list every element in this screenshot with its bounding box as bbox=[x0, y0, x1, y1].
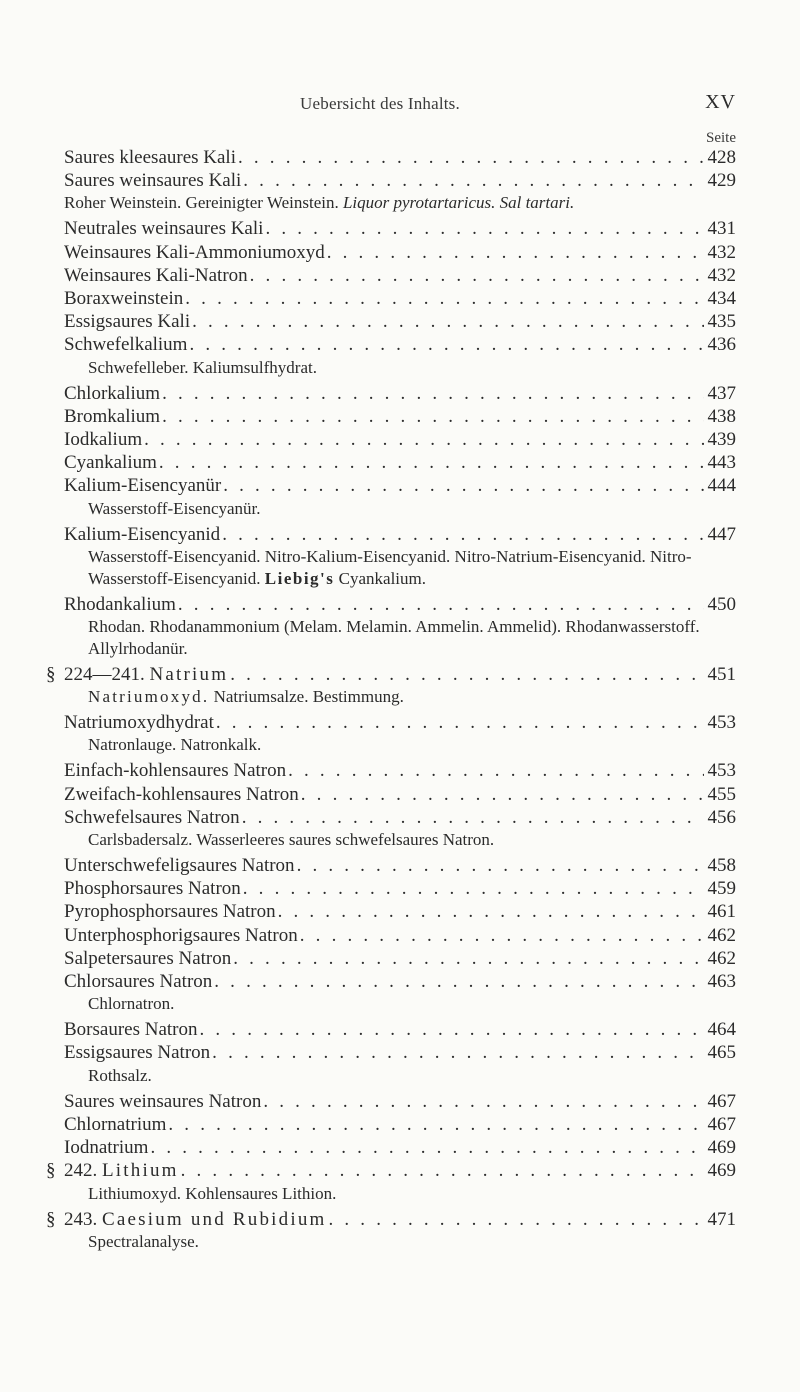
entry-subtopics: Wasserstoff-Eisencyanür. bbox=[88, 498, 261, 518]
page-number: 463 bbox=[707, 971, 736, 993]
dot-leader bbox=[179, 1159, 704, 1182]
dot-leader bbox=[220, 523, 703, 546]
toc-entry bbox=[46, 1208, 736, 1231]
page-number: 429 bbox=[707, 170, 736, 192]
entry-label: Essigsaures Natron bbox=[64, 1042, 211, 1064]
toc-entry bbox=[64, 711, 736, 734]
entry-title bbox=[64, 169, 241, 192]
dot-leader bbox=[298, 924, 704, 947]
entry-subtopics: Natronlauge. Natronkalk. bbox=[88, 735, 262, 755]
toc-entry bbox=[46, 663, 736, 686]
page-number: 459 bbox=[707, 878, 736, 900]
entry-label: Chlorsaures Natron bbox=[64, 971, 213, 993]
page-number: 469 bbox=[707, 1137, 736, 1159]
entry-title bbox=[64, 924, 298, 947]
page-number: 453 bbox=[707, 712, 736, 734]
toc-entry bbox=[64, 806, 736, 829]
entry-title bbox=[64, 1136, 148, 1159]
dot-leader bbox=[261, 1090, 703, 1113]
dot-leader bbox=[263, 217, 703, 240]
toc-entry bbox=[64, 1041, 736, 1064]
entry-title bbox=[64, 1090, 261, 1113]
page-number: 431 bbox=[707, 218, 736, 240]
toc-entry bbox=[64, 759, 736, 782]
entry-title bbox=[64, 711, 214, 734]
entry-label: Kalium-Eisencyanid bbox=[64, 523, 221, 545]
dot-leader bbox=[160, 405, 703, 428]
toc-entry bbox=[64, 1136, 736, 1159]
toc-entry bbox=[64, 593, 736, 616]
page-number: 469 bbox=[707, 1160, 736, 1182]
entry-label: Natriumoxydhydrat bbox=[64, 712, 214, 734]
entry-subtopics: Chlornatron. bbox=[88, 994, 175, 1014]
section-sign: § bbox=[46, 1160, 56, 1182]
entry-label: Zweifach-kohlensaures Natron bbox=[64, 783, 299, 805]
entry-label: Iodkalium bbox=[64, 429, 143, 451]
toc-entry bbox=[64, 474, 736, 497]
section-sign: § bbox=[46, 1208, 56, 1230]
page-number: 436 bbox=[707, 334, 736, 356]
page-number: 462 bbox=[707, 947, 736, 969]
page-number: 467 bbox=[707, 1090, 736, 1112]
toc-entry bbox=[64, 900, 736, 923]
dot-leader bbox=[240, 806, 704, 829]
toc-entry bbox=[64, 1090, 736, 1113]
entry-label: Schwefelkalium bbox=[64, 334, 188, 356]
entry-subtopics bbox=[64, 546, 736, 590]
entry-label: Rhodankalium bbox=[64, 593, 176, 615]
entry-label-spaced: Natrium bbox=[149, 664, 229, 686]
entry-label: Neutrales weinsaures Kali bbox=[64, 218, 264, 240]
page-number: 455 bbox=[707, 783, 736, 805]
running-title: Uebersicht des Inhalts. bbox=[300, 94, 460, 113]
table-of-contents bbox=[46, 146, 736, 1256]
entry-title bbox=[64, 382, 160, 405]
entry-title bbox=[46, 1208, 327, 1231]
dot-leader bbox=[241, 169, 703, 192]
entry-label: Pyrophosphorsaures Natron bbox=[64, 901, 276, 923]
entry-label: Chlorkalium bbox=[64, 382, 161, 404]
dot-leader bbox=[212, 970, 703, 993]
toc-entry bbox=[64, 333, 736, 356]
dot-leader bbox=[210, 1041, 703, 1064]
entry-label: Boraxweinstein bbox=[64, 288, 184, 310]
toc-entry bbox=[46, 1159, 736, 1182]
entry-title bbox=[64, 428, 142, 451]
toc-entry bbox=[64, 523, 736, 546]
toc-entry bbox=[64, 1018, 736, 1041]
entry-label: Einfach-kohlensaures Natron bbox=[64, 760, 287, 782]
entry-title bbox=[64, 1113, 166, 1136]
page-number: 443 bbox=[707, 452, 736, 474]
dot-leader bbox=[166, 1113, 703, 1136]
dot-leader bbox=[157, 451, 704, 474]
entry-label-spaced: Caesium und Rubidium bbox=[102, 1208, 327, 1230]
page-number: 450 bbox=[707, 593, 736, 615]
toc-entry bbox=[64, 382, 736, 405]
subtopic-part: Natriumsalze. Bestimmung. bbox=[209, 687, 404, 707]
entry-title bbox=[64, 264, 248, 287]
toc-entry bbox=[64, 947, 736, 970]
page-number: 456 bbox=[707, 806, 736, 828]
entry-label: Unterphosphorigsaures Natron bbox=[64, 924, 298, 946]
entry-label: Salpetersaures Natron bbox=[64, 947, 232, 969]
entry-title bbox=[64, 217, 263, 240]
toc-entry bbox=[64, 854, 736, 877]
entry-subtopics: Rhodan. Rhodanammonium (Melam. Melamin. Ammelin. Ammelid). Rhodanwasserstoff. Allylrhodanür. bbox=[88, 617, 700, 659]
entry-label: Essigsaures Kali bbox=[64, 311, 191, 333]
entry-title bbox=[46, 1159, 179, 1182]
dot-leader bbox=[214, 711, 704, 734]
running-head bbox=[0, 91, 800, 124]
page-number: 453 bbox=[707, 760, 736, 782]
page-number: 437 bbox=[707, 382, 736, 404]
entry-title bbox=[64, 474, 221, 497]
toc-entry bbox=[64, 783, 736, 806]
subtopic-part: Liquor pyrotartaricus. Sal tartari. bbox=[342, 193, 575, 213]
page-number: 434 bbox=[707, 288, 736, 310]
entry-title bbox=[64, 593, 176, 616]
dot-leader bbox=[325, 241, 704, 264]
toc-entry bbox=[64, 287, 736, 310]
entry-label: Saures weinsaures Kali bbox=[64, 170, 242, 192]
page-number: 439 bbox=[707, 429, 736, 451]
entry-label: Kalium-Eisencyanür bbox=[64, 475, 222, 497]
entry-label: Unterschwefeligsaures Natron bbox=[64, 855, 295, 877]
toc-entry bbox=[64, 877, 736, 900]
toc-entry bbox=[64, 146, 736, 169]
dot-leader bbox=[190, 310, 703, 333]
subtopic-part: Cyankalium. bbox=[334, 568, 426, 588]
entry-title bbox=[64, 333, 187, 356]
toc-entry bbox=[64, 310, 736, 333]
entry-label: Weinsaures Kali-Natron bbox=[64, 264, 248, 286]
toc-entry bbox=[64, 264, 736, 287]
entry-label: Cyankalium bbox=[64, 452, 157, 474]
page-number: 465 bbox=[707, 1042, 736, 1064]
entry-title bbox=[64, 523, 220, 546]
toc-entry bbox=[64, 970, 736, 993]
entry-title bbox=[64, 947, 231, 970]
entry-title bbox=[46, 663, 228, 686]
dot-leader bbox=[241, 877, 704, 900]
page-number: 428 bbox=[707, 147, 736, 168]
entry-subtopics: Spectralanalyse. bbox=[88, 1231, 199, 1251]
page-folio: XV bbox=[705, 91, 736, 113]
page-number: 471 bbox=[707, 1208, 736, 1230]
entry-title bbox=[64, 854, 295, 877]
dot-leader bbox=[142, 428, 703, 451]
entry-label-spaced: Lithium bbox=[102, 1160, 179, 1182]
entry-title bbox=[64, 970, 212, 993]
dot-leader bbox=[248, 264, 704, 287]
toc-entry bbox=[64, 169, 736, 192]
page-number: 435 bbox=[707, 311, 736, 333]
entry-title bbox=[64, 783, 299, 806]
subtopic-part: Wasserstoff-Eisencyanid. Nitro-Kalium-Eisencyanid. Nitro-Natrium-Eisencyanid. Nitro-Wasserstoff-Eisencyanid. bbox=[88, 546, 692, 588]
dot-leader bbox=[148, 1136, 703, 1159]
toc-entry bbox=[64, 428, 736, 451]
dot-leader bbox=[276, 900, 704, 923]
toc-entry bbox=[64, 217, 736, 240]
section-sign: § bbox=[46, 664, 56, 686]
entry-label: Borsaures Natron bbox=[64, 1019, 198, 1041]
page-number: 444 bbox=[707, 475, 736, 497]
page-number: 461 bbox=[707, 901, 736, 923]
entry-title bbox=[64, 759, 286, 782]
dot-leader bbox=[183, 287, 703, 310]
entry-title bbox=[64, 1018, 198, 1041]
subtopic-part: Liebig's bbox=[264, 568, 335, 588]
entry-label: 243. bbox=[64, 1208, 102, 1230]
page-number: 467 bbox=[707, 1113, 736, 1135]
entry-label: Bromkalium bbox=[64, 405, 161, 427]
page-number: 451 bbox=[707, 664, 736, 686]
entry-label: Iodnatrium bbox=[64, 1137, 149, 1159]
toc-entry bbox=[64, 405, 736, 428]
page-number: 432 bbox=[707, 241, 736, 263]
entry-label: 242. bbox=[64, 1160, 102, 1182]
dot-leader bbox=[286, 759, 703, 782]
entry-label: Saures weinsaures Natron bbox=[64, 1090, 262, 1112]
page-number: 438 bbox=[707, 405, 736, 427]
toc-entry bbox=[64, 924, 736, 947]
toc-entry bbox=[64, 241, 736, 264]
page-number: 432 bbox=[707, 264, 736, 286]
entry-subtopics: Rothsalz. bbox=[88, 1065, 152, 1085]
entry-label: Chlornatrium bbox=[64, 1113, 167, 1135]
entry-title bbox=[64, 900, 276, 923]
entry-title bbox=[64, 806, 240, 829]
subtopic-part: Natriumoxyd. bbox=[88, 687, 210, 707]
entry-title bbox=[64, 1041, 210, 1064]
page-column-label: Seite bbox=[706, 130, 736, 146]
dot-leader bbox=[176, 593, 704, 616]
entry-title bbox=[64, 451, 157, 474]
entry-title bbox=[64, 877, 241, 900]
entry-title bbox=[64, 241, 325, 264]
toc-entry bbox=[64, 1113, 736, 1136]
dot-leader bbox=[295, 854, 704, 877]
toc-entry bbox=[64, 451, 736, 474]
entry-label: Schwefelsaures Natron bbox=[64, 806, 240, 828]
entry-subtopics: Schwefelleber. Kaliumsulfhydrat. bbox=[88, 357, 317, 377]
dot-leader bbox=[327, 1208, 704, 1231]
page-number: 447 bbox=[707, 523, 736, 545]
dot-leader bbox=[221, 474, 703, 497]
entry-title bbox=[64, 146, 236, 169]
page-number: 462 bbox=[707, 924, 736, 946]
entry-title bbox=[64, 310, 190, 333]
dot-leader bbox=[299, 783, 704, 806]
entry-title bbox=[64, 287, 183, 310]
page-number: 458 bbox=[707, 855, 736, 877]
dot-leader bbox=[236, 146, 704, 169]
entry-label: Saures kleesaures Kali bbox=[64, 147, 236, 168]
entry-subtopics: Carlsbadersalz. Wasserleeres saures schwefelsaures Natron. bbox=[88, 830, 495, 850]
entry-title bbox=[64, 405, 160, 428]
entry-subtopics bbox=[64, 686, 736, 708]
dot-leader bbox=[231, 947, 703, 970]
entry-subtopics: Lithiumoxyd. Kohlensaures Lithion. bbox=[88, 1183, 337, 1203]
subtopic-part: Roher Weinstein. Gereinigter Weinstein. bbox=[64, 193, 343, 213]
entry-label: 224—241. bbox=[64, 664, 150, 686]
dot-leader bbox=[187, 333, 703, 356]
entry-label: Phosphorsaures Natron bbox=[64, 878, 241, 900]
entry-subtopics bbox=[64, 192, 736, 214]
entry-label: Weinsaures Kali-Ammoniumoxyd bbox=[64, 241, 325, 263]
dot-leader bbox=[228, 663, 703, 686]
dot-leader bbox=[160, 382, 703, 405]
page-number: 464 bbox=[707, 1019, 736, 1041]
dot-leader bbox=[198, 1018, 704, 1041]
